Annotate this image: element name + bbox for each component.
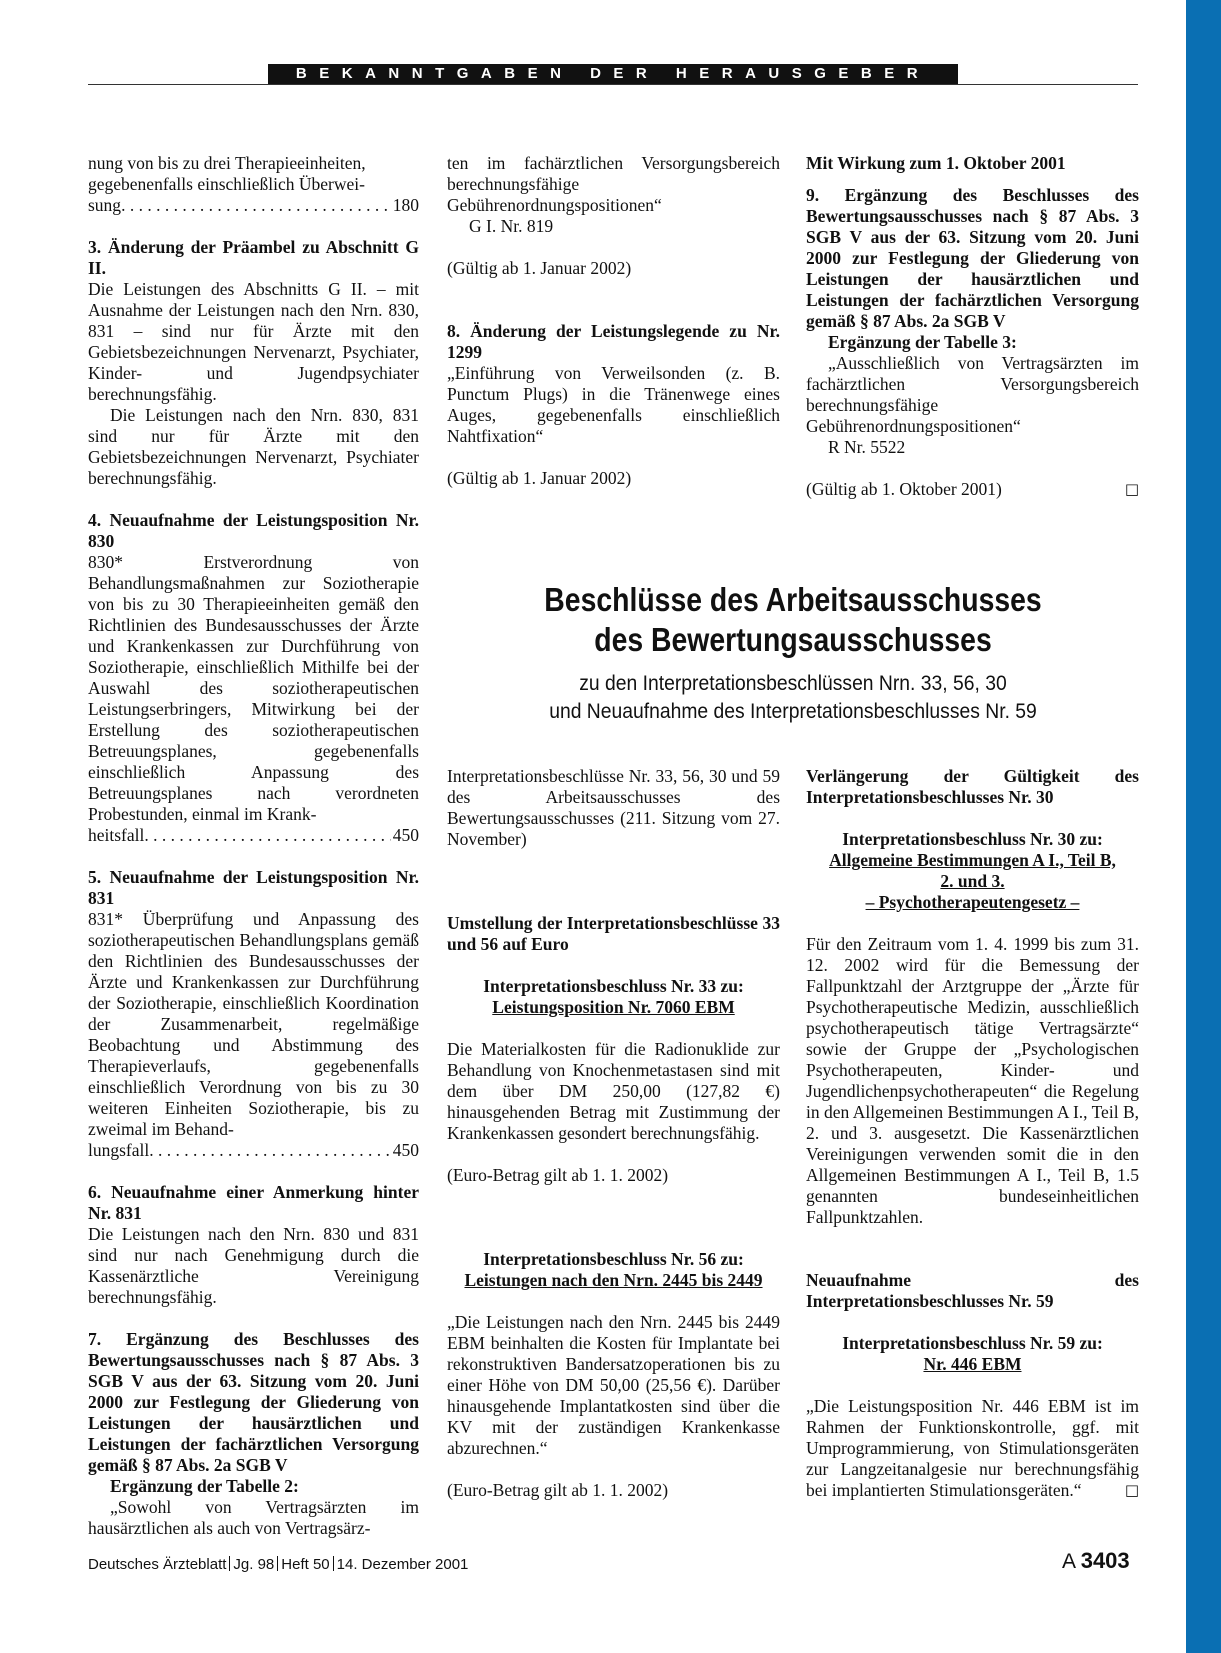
resolution-subject: Nr. 446 EBM xyxy=(923,1354,1022,1374)
paragraph: „Ausschließlich von Vertragsärzten im fachärztlichen Versorgungsbereich berechnungsfähige Gebührenordnungspositionen“ xyxy=(806,353,1139,436)
volume: Jg. 98 xyxy=(233,1556,275,1573)
section-heading: 6. Neuaufnahme einer Anmerkung hinter Nr. 831 xyxy=(88,1182,419,1223)
section-heading: 4. Neuaufnahme der Leistungsposition Nr. 830 xyxy=(88,510,419,551)
sidebar-color-bar xyxy=(1186,0,1221,1653)
resolution-title: Interpretationsbeschluss Nr. 30 zu: xyxy=(842,829,1103,849)
paragraph: Die Leistungen nach den Nrn. 830, 831 sind nur für Ärzte mit den Gebietsbezeichnungen Nervenarzt, Psychiater berechnungsfähig. xyxy=(88,405,419,488)
fee-value: 180 xyxy=(392,195,419,215)
code-line: R Nr. 5522 xyxy=(828,437,906,457)
fee-value: 450 xyxy=(392,1140,419,1160)
resolution-subject: Leistungsposition Nr. 7060 EBM xyxy=(492,997,735,1017)
paragraph: Die Leistungen des Abschnitts G II. – mit Ausnahme der Leistungen nach den Nrn. 830, 831 – sind nur für Ärzte mit den Gebietsbezeichnungen Nervenarzt, Psychiater, Kinder- und Jugendpsychiater berechnungsfähig. xyxy=(88,279,419,404)
paragraph: Interpretationsbeschlüsse Nr. 33, 56, 30 und 59 des Arbeitsausschusses des Bewertungsausschusses (211. Sitzung vom 27. November) xyxy=(447,766,780,849)
page-number: A 3403 xyxy=(1062,1548,1130,1573)
article-subtitle: und Neuaufnahme des Interpretationsbeschlusses Nr. 59 xyxy=(549,700,1037,723)
validity-note: (Euro-Betrag gilt ab 1. 1. 2002) xyxy=(447,1165,669,1185)
section-heading: 3. Änderung der Präambel zu Abschnitt G II. xyxy=(88,237,419,278)
paragraph: „Sowohl von Vertragsärzten im hausärztlichen als auch von Vertragsärz- xyxy=(88,1497,419,1538)
resolution-subject: Allgemeine Bestimmungen A I., Teil B, xyxy=(829,850,1116,870)
paragraph: „Die Leistungsposition Nr. 446 EBM ist im Rahmen der Funktionskontrolle, ggf. mit Umprogrammierung, von Stimulationsgeräten zur Langzeitanalgesie nur berechnungsfähig bei implantierten Stimulationsgeräten.“ □ xyxy=(806,1396,1139,1500)
column-1 xyxy=(88,153,419,1539)
column-3 xyxy=(806,153,1139,500)
resolution-title: Interpretationsbeschluss Nr. 33 zu: xyxy=(483,976,744,996)
section-heading: 5. Neuaufnahme der Leistungsposition Nr. 831 xyxy=(88,867,419,908)
article-title: Beschlüsse des Arbeitsausschusses xyxy=(544,581,1042,618)
resolution-subject: – Psychotherapeutengesetz – xyxy=(865,892,1080,912)
fee-value: 450 xyxy=(392,825,419,845)
journal-name: Deutsches Ärzteblatt xyxy=(88,1556,227,1573)
paragraph: „Die Leistungen nach den Nrn. 2445 bis 2449 EBM beinhalten die Kosten für Implantate bei rekonstruktiven Bandersatzoperationen bis zu einer Höhe von DM 50,00 (25,56 €). Darüber hinausgehende Implantatkosten sind über die KV mit der zuständigen Krankenkasse abzurechnen.“ xyxy=(447,1312,780,1458)
validity-note: (Gültig ab 1. Januar 2002) xyxy=(447,468,632,488)
end-mark-icon: □ xyxy=(1124,480,1139,498)
paragraph: Die Materialkosten für die Radionuklide zur Behandlung von Knochenmetastasen sind mit dem über DM 250,00 (127,82 €) hinausgehenden Betrag mit Zustimmung der Krankenkassen gesondert berechnungsfähig. xyxy=(447,1039,780,1143)
section-header: BEKANNTGABEN DER HERAUSGEBER xyxy=(268,64,958,84)
section-heading: 8. Änderung der Leistungslegende zu Nr. 1299 xyxy=(447,321,780,362)
column-3-article xyxy=(806,766,1139,1501)
effective-date: Mit Wirkung zum 1. Oktober 2001 xyxy=(806,153,1066,173)
resolution-subject: Leistungen nach den Nrn. 2445 bis 2449 xyxy=(464,1270,763,1290)
issue: Heft 50 xyxy=(281,1556,330,1573)
end-mark-icon: □ xyxy=(1124,1481,1139,1499)
article-subtitle: zu den Interpretationsbeschlüssen Nrn. 33, 56, 30 xyxy=(579,672,1007,695)
column-2-article xyxy=(447,766,780,1501)
intro-line: gegebenenfalls einschließlich Überwei- xyxy=(88,174,365,194)
article-title: des Bewertungsausschusses xyxy=(594,621,992,658)
resolution-title: Interpretationsbeschluss Nr. 59 zu: xyxy=(842,1333,1103,1353)
sub-heading: Ergänzung der Tabelle 3: xyxy=(828,332,1017,352)
section-heading: Umstellung der Interpretationsbeschlüsse 33 und 56 auf Euro xyxy=(447,913,780,954)
section-heading: 7. Ergänzung des Beschlusses des Bewertungsausschusses nach § 87 Abs. 3 SGB V aus der 63. Sitzung vom 20. Juni 2000 zur Festlegung der Gliederung von Leistungen der hausärztlichen und Leistungen der fachärztlichen Versorgung gemäß § 87 Abs. 2a SGB V xyxy=(88,1329,419,1475)
leader-line: sung . . . 180 xyxy=(88,195,419,216)
leader-line: heitsfall . . . 450 xyxy=(88,825,419,846)
validity-note: (Gültig ab 1. Januar 2002) xyxy=(447,258,632,278)
validity-note: (Euro-Betrag gilt ab 1. 1. 2002) xyxy=(447,1480,669,1500)
paragraph: 831* Überprüfung und Anpassung des soziotherapeutischen Behandlungsplans gemäß den Richtlinien des Bundesausschusses der Ärzte und Krankenkassen zur Durchführung der Soziotherapie, einschließlich Koordination der Zusammenarbeit, regelmäßige Beobachtung und Abstimmung des Therapieverlaufs, gegebenenfalls einschließlich Verordnung von bis zu 30 weiteren Einheiten Soziotherapie, bis zu zweimal im Behand- xyxy=(88,909,419,1139)
paragraph: „Einführung von Verweilsonden (z. B. Punctum Plugs) in die Tränenwege eines Auges, gegebenenfalls einschließlich Nahtfixation“ xyxy=(447,363,780,446)
intro-line: nung von bis zu drei Therapieeinheiten, xyxy=(88,153,366,173)
paragraph: ten im fachärztlichen Versorgungsbereich berechnungsfähige Gebührenordnungspositionen“ xyxy=(447,153,780,215)
section-heading: 9. Ergänzung des Beschlusses des Bewertungsausschusses nach § 87 Abs. 3 SGB V aus der 63. Sitzung vom 20. Juni 2000 zur Festlegung der Gliederung von Leistungen der hausärztlichen und Leistungen der fachärztlichen Versorgung gemäß § 87 Abs. 2a SGB V xyxy=(806,185,1139,331)
article-title-block xyxy=(447,580,1139,726)
leader-line: lungsfall . . . 450 xyxy=(88,1140,419,1161)
validity-note: (Gültig ab 1. Oktober 2001) □ xyxy=(806,479,1139,499)
resolution-title: Interpretationsbeschluss Nr. 56 zu: xyxy=(483,1249,744,1269)
sub-heading: Ergänzung der Tabelle 2: xyxy=(110,1476,299,1496)
column-2 xyxy=(447,153,780,489)
issue-date: 14. Dezember 2001 xyxy=(336,1556,469,1573)
paragraph: 830* Erstverordnung von Behandlungsmaßnahmen zur Soziotherapie von bis zu 30 Therapieeinheiten gemäß den Richtlinien des Bundesausschusses der Ärzte und Krankenkassen zur Durchführung von Soziotherapie, einschließlich Mithilfe bei der Auswahl des soziotherapeutischen Leistungserbringers, Mitwirkung bei der Erstellung des soziotherapeutischen Betreuungsplanes, gegebenenfalls einschließlich Anpassung des Betreuungsplanes nach verordneten Probestunden, einmal im Krank- xyxy=(88,552,419,824)
section-heading: Neuaufnahme des Interpretationsbeschlusses Nr. 59 xyxy=(806,1270,1139,1311)
paragraph: Die Leistungen nach den Nrn. 830 und 831 sind nur nach Genehmigung durch die Kassenärztliche Vereinigung berechnungsfähig. xyxy=(88,1224,419,1307)
resolution-subject: 2. und 3. xyxy=(940,871,1005,891)
footer-citation xyxy=(88,1556,468,1573)
section-heading: Verlängerung der Gültigkeit des Interpretationsbeschlusses Nr. 30 xyxy=(806,766,1139,807)
paragraph: Für den Zeitraum vom 1. 4. 1999 bis zum 31. 12. 2002 wird für die Bemessung der Fallpunktzahl der Arztgruppe der „Ärzte für Psychotherapeutische Medizin, ausschließlich psychotherapeutisch tätige Vertragsärzte“ sowie der Gruppe der „Psychologischen Psychotherapeuten, Kinder- und Jugendlichenpsychotherapeuten“ die Regelung in den Allgemeinen Bestimmungen A I., Teil B, 2. und 3. ausgesetzt. Die Kassenärztlichen Vereinigungen verwenden somit die in den Allgemeinen Bestimmungen A I., Teil B, 1.5 genannten bundeseinheitlichen Fallpunktzahlen. xyxy=(806,934,1139,1227)
code-line: G I. Nr. 819 xyxy=(469,216,554,236)
header-rule xyxy=(88,84,1138,85)
